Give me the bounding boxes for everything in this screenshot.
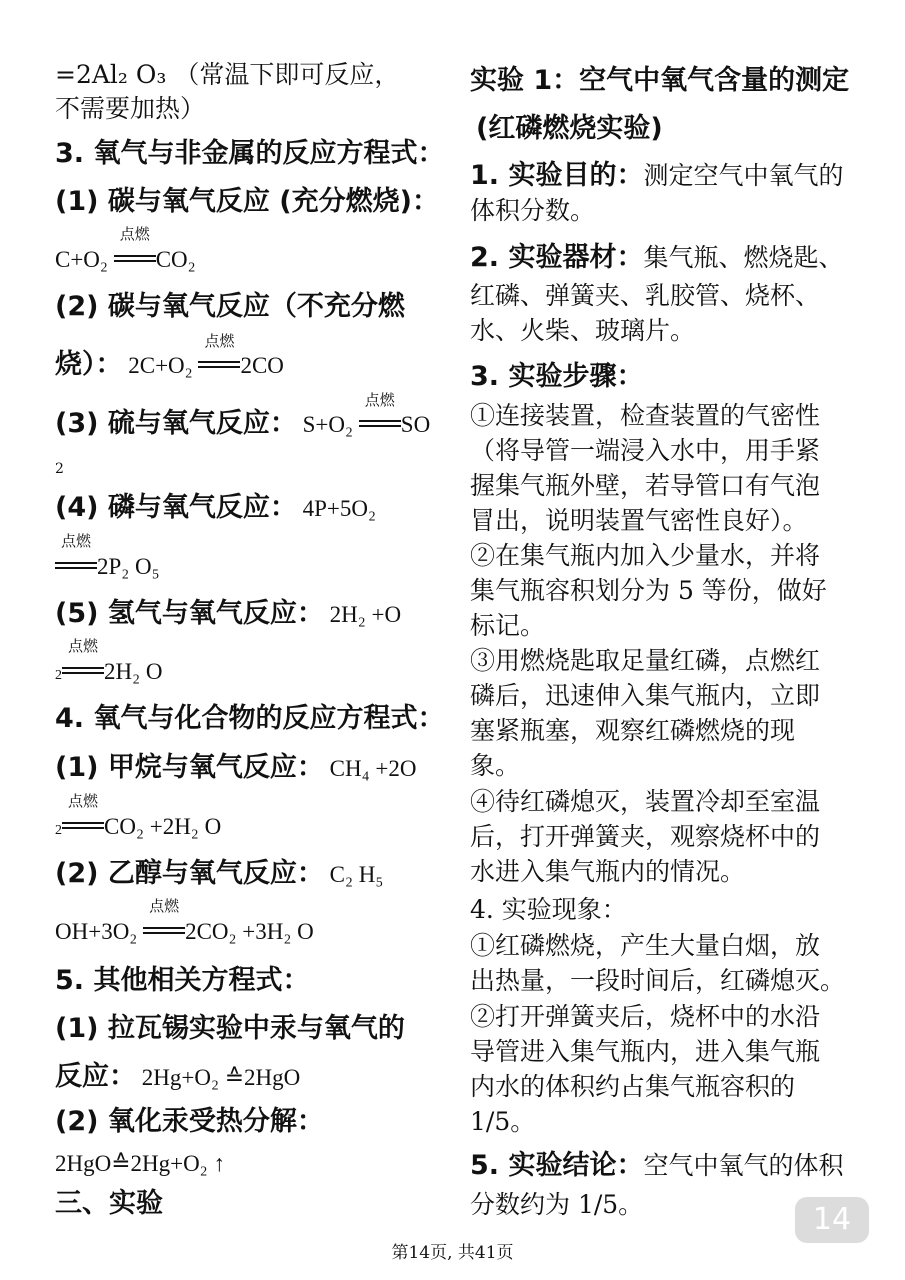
step-text: 象。 [470, 751, 521, 780]
step-text: ②在集气瓶内加入少量水，并将 [470, 541, 821, 570]
equation-phosphorus: 点燃 2P₂ O₅ [55, 555, 160, 578]
step-text: 标记。 [470, 611, 546, 640]
condition-mark: 点燃 [114, 248, 156, 271]
condition-mark: 点燃 [198, 355, 240, 378]
subheading-methane: (1) 甲烷与氧气反应： CH₄ +2O [55, 752, 417, 783]
equation-mercury-oxide: 2HgO≙2Hg+O₂ ↑ [55, 1151, 225, 1176]
step-text: 磷后，迅速伸入集气瓶内，立即 [470, 681, 821, 710]
condition-mark: 点燃 [62, 815, 104, 838]
phenomena-heading: 4. 实验现象： [470, 895, 627, 924]
phenomena-text: 出热量，一段时间后，红磷熄灭。 [470, 966, 846, 995]
phenomena-text: 导管进入集气瓶内，进入集气瓶 [470, 1037, 821, 1066]
step-text: 水进入集气瓶内的情况。 [470, 857, 746, 886]
page-footer: 第14页, 共41页 [391, 1243, 514, 1263]
phenomena-text: ①红磷燃烧，产生大量白烟，放 [470, 931, 821, 960]
equation-ethanol: OH+3O₂ 点燃 2CO₂ +3H₂ O [55, 897, 314, 944]
subheading-phosphorus: (4) 磷与氧气反应： 4P+5O₂ [55, 492, 377, 523]
equation-carbon-partial: 烧）： 2C+O₂ 点燃 2CO [55, 332, 284, 380]
equation-sulfur: (3) 硫与氧气反应： S+O₂ 点燃 SO [55, 391, 431, 439]
subheading-lavoisier: (1) 拉瓦锡实验中汞与氧气的 [55, 1013, 405, 1044]
step-text: ①连接装置，检查装置的气密性 [470, 401, 821, 430]
conclusion-line-2: 分数约为 1/5。 [470, 1190, 644, 1219]
subheading-carbon-full: (1) 碳与氧气反应 (充分燃烧)： [55, 186, 439, 217]
subheading-mercury-oxide: (2) 氧化汞受热分解： [55, 1106, 324, 1137]
subheading-hydrogen: (5) 氢气与氧气反应： 2H₂ +O [55, 598, 402, 629]
page-number-badge: 14 [795, 1197, 869, 1243]
subheading-ethanol: (2) 乙醇与氧气反应： C₂ H₅ [55, 858, 384, 889]
phenomena-text: ②打开弹簧夹后，烧杯中的水沿 [470, 1002, 821, 1031]
phenomena-text: 1/5。 [470, 1107, 536, 1136]
condition-mark: 点燃 [62, 660, 104, 683]
section-heading-experiment: 三、实验 [55, 1188, 163, 1219]
condition-mark: 点燃 [359, 414, 401, 437]
equipment-line-3: 水、火柴、玻璃片。 [470, 316, 696, 345]
equation-continued: =2Al₂ O₃ （常温下即可反应， [55, 60, 400, 89]
step-text: 后，打开弹簧夹，观察烧杯中的 [470, 822, 821, 851]
note-text: 不需要加热） [55, 94, 206, 123]
subheading-carbon-partial: (2) 碳与氧气反应（不充分燃 [55, 291, 405, 322]
section-heading-3: 3. 氧气与非金属的反应方程式： [55, 138, 445, 169]
step-text: 握集气瓶外壁，若导管口有气泡 [470, 471, 821, 500]
equipment-line: 2. 实验器材：集气瓶、燃烧匙、 [470, 242, 844, 273]
experiment-subtitle: (红磷燃烧实验) [476, 113, 663, 144]
subscript-wrap: 2 [55, 461, 64, 477]
section-heading-5: 5. 其他相关方程式： [55, 965, 310, 996]
equation-carbon-full: C+O₂ 点燃 CO₂ [55, 225, 196, 272]
phenomena-text: 内水的体积约占集气瓶容积的 [470, 1072, 796, 1101]
equation-methane: 2 点燃 CO₂ +2H₂ O [55, 792, 222, 839]
condition-mark: 点燃 [55, 555, 97, 578]
experiment-title: 实验 1：空气中氧气含量的测定 [470, 65, 850, 96]
step-text: 塞紧瓶塞，观察红磷燃烧的现 [470, 716, 796, 745]
section-heading-4: 4. 氧气与化合物的反应方程式： [55, 703, 445, 734]
step-text: ④待红磷熄灭，装置冷却至室温 [470, 787, 821, 816]
step-text: 冒出，说明装置气密性良好）。 [470, 506, 808, 535]
step-text: 集气瓶容积划分为 5 等份，做好 [470, 576, 827, 605]
purpose-line: 1. 实验目的：测定空气中氧气的 [470, 160, 844, 191]
purpose-line-2: 体积分数。 [470, 196, 596, 225]
condition-mark: 点燃 [143, 920, 185, 943]
equipment-line-2: 红磷、弹簧夹、乳胶管、烧杯、 [470, 281, 821, 310]
step-text: ③用燃烧匙取足量红磷，点燃红 [470, 646, 821, 675]
conclusion-line: 5. 实验结论：空气中氧气的体积 [470, 1150, 844, 1181]
steps-heading: 3. 实验步骤： [470, 361, 644, 392]
equation-hydrogen: 2 点燃 2H₂ O [55, 637, 163, 684]
equation-lavoisier: 反应： 2Hg+O₂ ≙2HgO [55, 1061, 301, 1092]
step-text: （将导管一端浸入水中，用手紧 [470, 436, 821, 465]
